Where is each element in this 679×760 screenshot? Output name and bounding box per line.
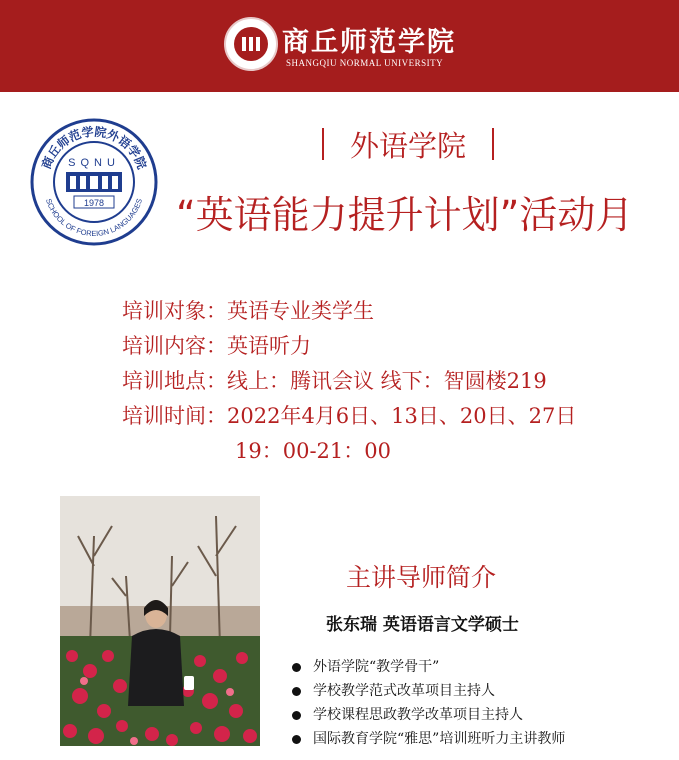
training-content: 培训内容：英语听力 xyxy=(122,334,311,358)
seal-year: 1978 xyxy=(83,198,105,208)
training-location: 培训地点：线上：腾讯会议 线下：智圆楼219 xyxy=(122,369,547,393)
university-logo-icon xyxy=(224,17,278,71)
divider xyxy=(492,128,494,160)
list-item: 学校教学范式改革项目主持人 xyxy=(292,679,565,703)
divider xyxy=(322,128,324,160)
event-headline: “英语能力提升计划”活动月 xyxy=(176,193,634,237)
list-item: 外语学院“教学骨干” xyxy=(292,655,565,679)
lecturer-photo xyxy=(60,496,260,746)
school-seal-icon xyxy=(30,118,158,246)
bullet-icon xyxy=(292,687,301,696)
seal-top-text: 商丘师范学院外语学院 xyxy=(39,124,149,172)
lecturer-credentials xyxy=(292,655,565,751)
bullet-icon xyxy=(292,735,301,744)
training-target: 培训对象：英语专业类学生 xyxy=(122,299,374,323)
university-name-cn: 商丘师范学院 xyxy=(282,27,456,58)
list-item: 学校课程思政教学改革项目主持人 xyxy=(292,703,565,727)
training-hours: 19：00-21：00 xyxy=(235,439,391,463)
bullet-icon xyxy=(292,711,301,720)
lecturer-intro-title: 主讲导师简介 xyxy=(346,563,497,592)
bullet-icon xyxy=(292,663,301,672)
training-dates: 培训时间：2022年4月6日、13日、20日、27日 xyxy=(122,404,577,428)
seal-letters: SQNU xyxy=(68,157,120,169)
department-heading xyxy=(296,126,520,162)
university-name-en: SHANGQIU NORMAL UNIVERSITY xyxy=(286,58,444,68)
department-name: 外语学院 xyxy=(350,128,467,163)
list-item: 国际教育学院“雅思”培训班听力主讲教师 xyxy=(292,727,565,751)
training-info xyxy=(122,294,576,469)
top-banner xyxy=(0,0,679,92)
lecturer-name: 张东瑞 英语语言文学硕士 xyxy=(326,615,519,635)
seal-bottom-text: SCHOOL OF FOREIGN LANGUAGES xyxy=(43,197,145,239)
